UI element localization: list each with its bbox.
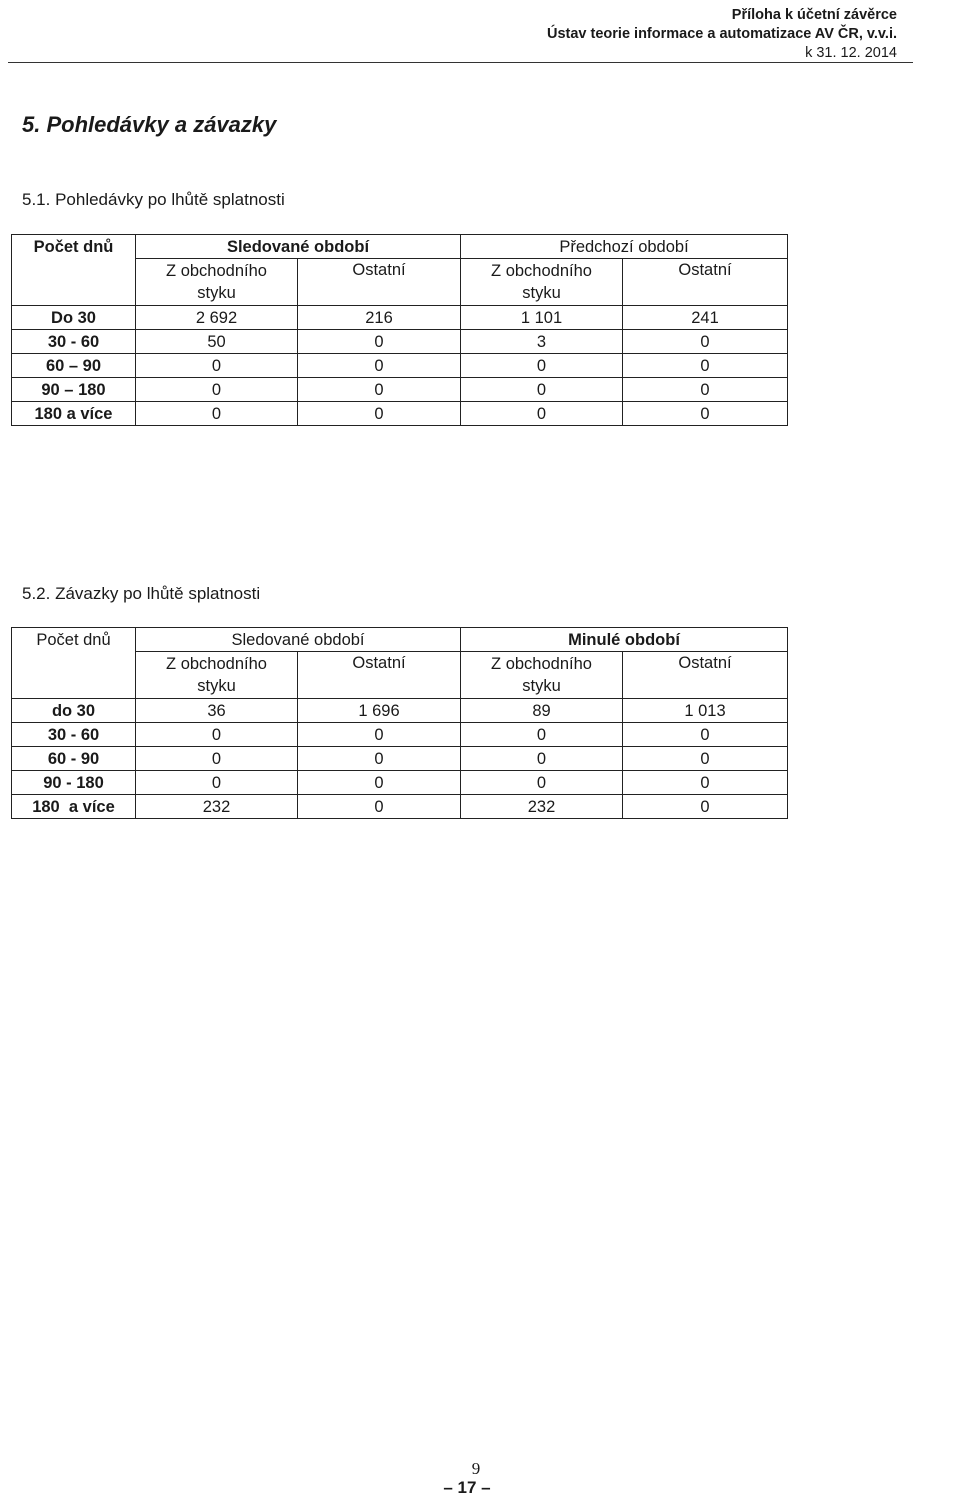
row-label: 30 - 60 (12, 723, 136, 747)
cell-cur-other: 0 (298, 402, 461, 426)
sub-trade-current (136, 259, 298, 306)
receivables-table (11, 234, 788, 426)
cell-prev-other: 0 (623, 795, 788, 819)
payables-table (11, 627, 788, 819)
table-row (12, 699, 788, 723)
cell-prev-other: 0 (623, 330, 788, 354)
cell-cur-trade: 0 (136, 771, 298, 795)
cell-prev-trade: 0 (461, 354, 623, 378)
cell-cur-other: 0 (298, 354, 461, 378)
row-label: 90 - 180 (12, 771, 136, 795)
sub-trade-prev (461, 652, 623, 699)
sub-trade-prev-1: Z obchodního (491, 262, 592, 280)
row-label: 30 - 60 (12, 330, 136, 354)
cell-cur-other: 0 (298, 771, 461, 795)
cell-prev-trade: 1 101 (461, 306, 623, 330)
table-row (12, 723, 788, 747)
cell-cur-other: 0 (298, 795, 461, 819)
page-number: 9 (471, 1459, 481, 1478)
cell-prev-trade: 0 (461, 723, 623, 747)
row-label: 60 – 90 (12, 354, 136, 378)
period-current-header: Sledované období (136, 628, 461, 652)
sub-trade-current-2: styku (197, 284, 236, 302)
cell-cur-other: 1 696 (298, 699, 461, 723)
cell-cur-other: 216 (298, 306, 461, 330)
sub-trade-current (136, 652, 298, 699)
col-days-header: Počet dnů (12, 628, 136, 652)
section-title: 5. Pohledávky a závazky (22, 112, 277, 137)
cell-prev-trade: 232 (461, 795, 623, 819)
sub-trade-prev-2: styku (522, 284, 561, 302)
col-days-spacer (12, 259, 136, 306)
page-footer (0, 1460, 960, 1498)
cell-cur-trade: 0 (136, 378, 298, 402)
cell-prev-trade: 0 (461, 747, 623, 771)
period-prev-header: Předchozí období (461, 235, 788, 259)
cell-cur-trade: 36 (136, 699, 298, 723)
sub-trade-prev-2: styku (522, 677, 561, 695)
cell-prev-other: 1 013 (623, 699, 788, 723)
cell-prev-other: 241 (623, 306, 788, 330)
row-label: 60 - 90 (12, 747, 136, 771)
header-rule (8, 62, 913, 63)
row-label: Do 30 (12, 306, 136, 330)
table-row (12, 795, 788, 819)
header-line-1: Příloha k účetní závěrce (731, 7, 897, 23)
sub-other-prev: Ostatní (623, 259, 788, 306)
cell-cur-other: 0 (298, 747, 461, 771)
sub-other-current: Ostatní (298, 259, 461, 306)
table-row (12, 402, 788, 426)
table-row (12, 771, 788, 795)
period-current-header: Sledované období (136, 235, 461, 259)
table-row (12, 354, 788, 378)
cell-cur-trade: 0 (136, 747, 298, 771)
cell-prev-other: 0 (623, 378, 788, 402)
cell-prev-trade: 0 (461, 378, 623, 402)
sub-other-current: Ostatní (298, 652, 461, 699)
row-label: 180 a více (12, 402, 136, 426)
cell-cur-trade: 50 (136, 330, 298, 354)
header-line-3: k 31. 12. 2014 (805, 45, 897, 61)
row-label: do 30 (12, 699, 136, 723)
period-prev-header: Minulé období (461, 628, 788, 652)
sub-trade-current-1: Z obchodního (166, 655, 267, 673)
table-row (12, 330, 788, 354)
cell-prev-trade: 89 (461, 699, 623, 723)
receivables-title: 5.1. Pohledávky po lhůtě splatnosti (22, 190, 285, 209)
sub-trade-prev-1: Z obchodního (491, 655, 592, 673)
table-row (12, 747, 788, 771)
cell-prev-trade: 0 (461, 402, 623, 426)
payables-title: 5.2. Závazky po lhůtě splatnosti (22, 584, 261, 603)
cell-prev-other: 0 (623, 747, 788, 771)
sub-trade-prev (461, 259, 623, 306)
table-row (12, 378, 788, 402)
cell-cur-other: 0 (298, 723, 461, 747)
cell-prev-other: 0 (623, 723, 788, 747)
cell-prev-other: 0 (623, 402, 788, 426)
col-days-header: Počet dnů (12, 235, 136, 259)
cell-prev-other: 0 (623, 354, 788, 378)
cell-cur-trade: 0 (136, 354, 298, 378)
cell-cur-trade: 232 (136, 795, 298, 819)
cell-prev-trade: 3 (461, 330, 623, 354)
document-header (547, 6, 897, 63)
cell-cur-other: 0 (298, 330, 461, 354)
cell-cur-trade: 0 (136, 723, 298, 747)
table-row (12, 306, 788, 330)
sub-trade-current-1: Z obchodního (166, 262, 267, 280)
cell-prev-trade: 0 (461, 771, 623, 795)
row-label: 180 a více (12, 795, 136, 819)
col-days-spacer (12, 652, 136, 699)
header-line-2: Ústav teorie informace a automatizace AV ČR, v.v.i. (547, 26, 897, 42)
row-label: 90 – 180 (12, 378, 136, 402)
page-number-alt: – 17 – (443, 1478, 491, 1497)
cell-cur-trade: 0 (136, 402, 298, 426)
cell-prev-other: 0 (623, 771, 788, 795)
sub-trade-current-2: styku (197, 677, 236, 695)
cell-cur-other: 0 (298, 378, 461, 402)
cell-cur-trade: 2 692 (136, 306, 298, 330)
sub-other-prev: Ostatní (623, 652, 788, 699)
